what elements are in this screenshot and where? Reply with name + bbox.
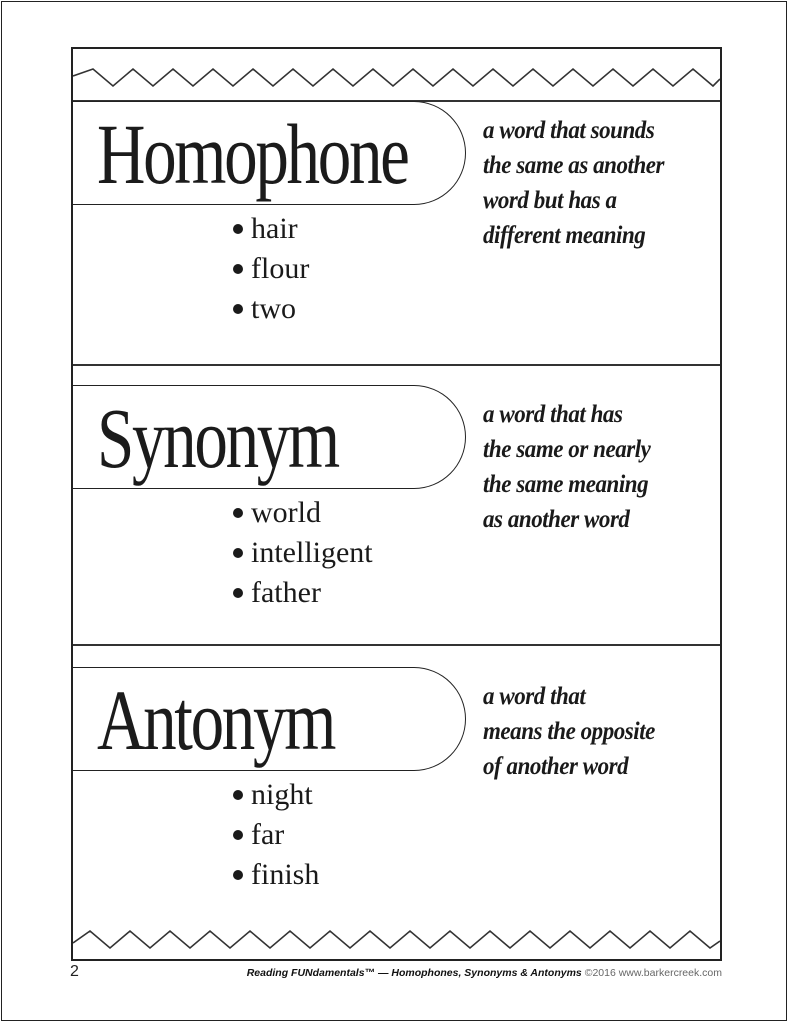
- term-tab: [73, 101, 466, 205]
- term-title: Homophone: [97, 106, 408, 202]
- definition-line: means the opposite: [483, 718, 655, 745]
- section-divider: [73, 644, 720, 646]
- bullet-icon: [233, 548, 243, 558]
- bullet-icon: [233, 790, 243, 800]
- pair-right: intelligent: [251, 536, 373, 569]
- definition-line: a word that: [483, 683, 586, 710]
- bullet-icon: [233, 224, 243, 234]
- definition-line: the same as another: [483, 152, 665, 179]
- page-number: 2: [70, 963, 79, 980]
- definition-line: the same meaning: [483, 471, 649, 498]
- pair-right: two: [251, 292, 296, 325]
- definition: [483, 679, 695, 784]
- pair-right: father: [251, 576, 321, 609]
- definition-line: word but has a: [483, 187, 617, 214]
- bullet-icon: [233, 304, 243, 314]
- definition-line: the same or nearly: [483, 436, 651, 463]
- pair-right: hair: [251, 212, 298, 245]
- pair-right: far: [251, 818, 285, 851]
- pair-right: finish: [251, 858, 320, 891]
- bullet-icon: [233, 588, 243, 598]
- pair-right: night: [251, 778, 313, 811]
- footer-credit: [247, 967, 722, 979]
- bullet-icon: [233, 830, 243, 840]
- definition: [483, 397, 695, 537]
- definition-line: a word that has: [483, 401, 623, 428]
- bullet-icon: [233, 264, 243, 274]
- definition: [483, 113, 695, 253]
- bullet-icon: [233, 508, 243, 518]
- term-title: Antonym: [97, 672, 335, 768]
- footer-title: Reading FUNdamentals™ — Homophones, Synonyms & Antonyms: [246, 967, 582, 979]
- pair-right: world: [251, 496, 321, 529]
- term-title: Synonym: [97, 390, 338, 486]
- footer-copyright: ©2016 www.barkercreek.com: [584, 967, 722, 979]
- definition-line: as another word: [483, 506, 630, 533]
- zigzag-border-bottom: [73, 921, 720, 951]
- pair-right: flour: [251, 252, 310, 285]
- definition-line: different meaning: [483, 222, 646, 249]
- section-divider: [73, 364, 720, 366]
- definition-line: a word that sounds: [483, 117, 655, 144]
- definition-line: of another word: [483, 753, 629, 780]
- term-tab: [73, 667, 466, 771]
- term-tab: [73, 385, 466, 489]
- zigzag-border-top: [73, 59, 720, 89]
- bullet-icon: [233, 870, 243, 880]
- vocabulary-card: [71, 47, 722, 961]
